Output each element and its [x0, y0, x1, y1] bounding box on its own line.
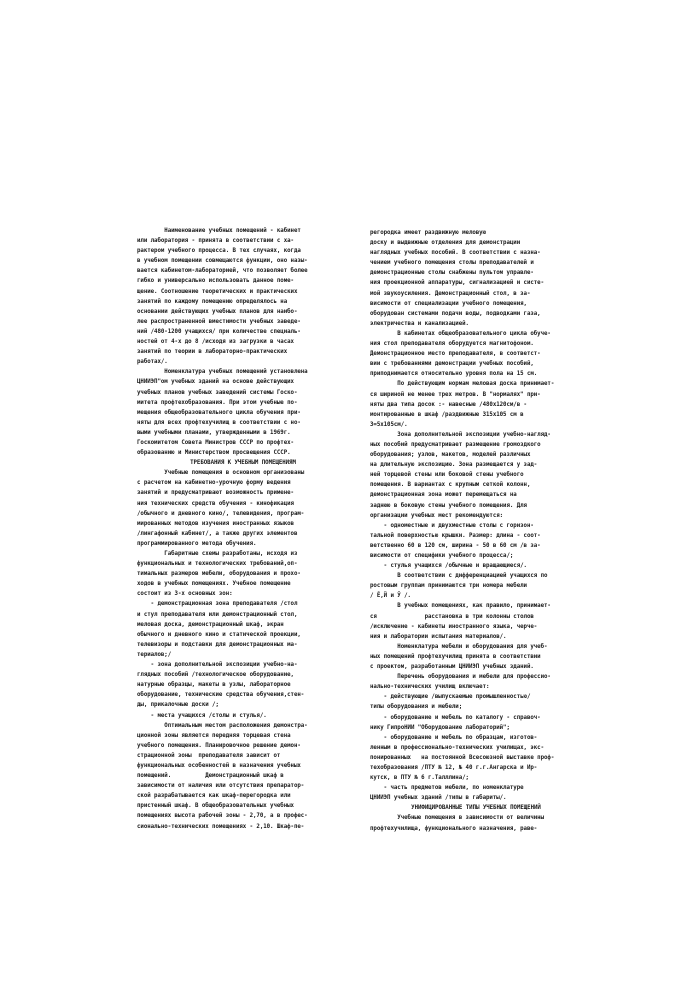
right-column-text-line: демонстрационная зона может перемещаться на	[370, 492, 517, 499]
left-column-text-line: ской разрабатывается как шкаф-перегородка или	[137, 793, 291, 800]
left-column-text-line: и стул преподавателя или демонстрационный стол,	[137, 611, 298, 618]
right-column-text-line: с проектом, разработанным ЦНИИЭП учебных зданий.	[370, 664, 534, 671]
left-column-text-line: ционной зоны является передняя торцевая стена	[137, 732, 291, 739]
right-column-text-line: регородка имеет раздвижную меловую	[370, 230, 487, 236]
left-column-text-line: обычного и дневного кино и статической проекции,	[137, 631, 301, 638]
left-column-text-line: Учебные помещения в основном организованы	[137, 470, 305, 477]
left-column-text-line: териалов;/	[137, 651, 172, 658]
left-column-text-line: ЦНИИЭП"ом учебных зданий на основе действующих	[137, 379, 294, 386]
right-column-text-line: В соответствии с дифференциацией учащихся по	[370, 573, 548, 580]
left-column-text-line: Габаритные схемы разработаны, исходя из	[137, 551, 298, 557]
right-column-text-line: профтехучилища, функционального назначения, раве-	[370, 825, 538, 832]
right-column-text-line: нику ГипроНИИ "Оборудование лабораторий";	[370, 724, 510, 731]
right-text-column	[370, 228, 582, 834]
right-column-text-line: помещения. В вариантах с крупным сеткой колонн,	[370, 482, 531, 489]
right-column-text-line: ленным в профессионально-технических училищах, экс-	[370, 744, 545, 751]
right-column-text-line: Учебные помещения в зависимости от величины	[370, 815, 545, 822]
left-column-text-line: ды, прикалочные доски /;	[137, 702, 219, 709]
right-column-text-line: ных помещений профтехучилищ принята в соответствии	[370, 653, 541, 660]
left-column-text-line: или лаборатория - принята в соответствии с ха-	[137, 238, 294, 245]
left-column-text-line: основании действующих учебных планов для наибо-	[137, 308, 298, 315]
right-column-text-line: приподнимается относительно уровня пола на 15 см.	[370, 371, 538, 378]
right-column-text-line: В кабинетах общеобразовательного цикла обуче-	[370, 330, 551, 337]
left-column-text-line: в учебном помещении совмещаются функции, оно назы-	[137, 258, 308, 265]
left-column-text-line: /лингафонный кабинет/, а также других элементов	[137, 530, 298, 537]
left-column-text-line: помещениях высота рабочей зоны - 2,70, а в профес-	[137, 813, 308, 820]
left-column-text-line: Номенклатура учебных помещений установлена	[137, 369, 308, 376]
left-column-text-line: ний /480-1200 учащихся/ при количестве специаль-	[137, 328, 301, 335]
left-text-column	[137, 226, 349, 832]
left-column-text-line: функциональных особенностей в назначения учебных	[137, 762, 301, 769]
right-column-text-line: оборудован системами подачи воды, подводками газа,	[370, 310, 541, 317]
left-column-text-line: функциональных и технологических требований,оп-	[137, 561, 298, 568]
right-column-text-line: доску и выдвижные отделения для демонстрации	[370, 240, 521, 247]
left-column-text-line: занятий и предусматривают возможность примене-	[137, 490, 294, 497]
left-column-text-line: занятий по теории в лабораторно-практических	[137, 349, 288, 356]
right-column-text-line: - одноместные и двухместные столы с горизон-	[370, 522, 534, 529]
right-column-text-line: /исключение - кабинеты иностранного языка, черче-	[370, 623, 538, 630]
right-column-text-line: ней торцевой стены или боковой стены учебного	[370, 472, 524, 479]
right-column-text-line: По действующим нормам меловая доска принимает-	[370, 381, 555, 388]
right-column-text-line: ветственно 60 в 120 см, ширина - 50 в 60 см /в за-	[370, 542, 541, 549]
right-column-text-line: наглядных учебных пособий. В соответствии с назна-	[370, 250, 541, 257]
right-column-text-line: электричества и канализацией.	[370, 320, 469, 327]
left-column-text-line: сионально-технических помещениях - 2,10. Шкаф-пе-	[137, 823, 305, 830]
left-column-text-line: гибко и универсально использовать данное поме-	[137, 278, 294, 285]
right-column-text-line: висимости от специализации учебного помещения,	[370, 300, 527, 307]
left-column-text-line: няты для всех профтехучилищ в соответствии с но-	[137, 419, 301, 426]
left-column-text-line: телевизоры и подставки для демонстрационных ма-	[137, 641, 298, 648]
left-column-text-line: образованию и Министерством просвещения СССР.	[137, 450, 291, 457]
right-column-text-line: на длительную экспозицию. Зона размещается у зад-	[370, 462, 538, 469]
right-column-text-line: / Ӗ,Ӥ и Ӱ /.	[370, 593, 411, 600]
right-column-text-line: - оборудование и мебель по каталогу - справоч-	[370, 714, 541, 721]
right-column-text-line: Номенклатура мебели и оборудования для учеб-	[370, 643, 548, 650]
right-column-text-line: организации учебных мест рекомендуются:	[370, 512, 504, 519]
left-column-text-line: состоит из 3-х основных зон:	[137, 591, 233, 598]
left-column-text-line: тимальных размеров мебели, оборудования и прохо-	[137, 571, 301, 578]
right-column-text-line: типы оборудования и мебели;	[370, 704, 463, 711]
section-heading: УНИФИЦИРОВАННЫЕ ТИПЫ УЧЕБНЫХ ПОМЕЩЕНИЙ	[411, 805, 541, 812]
left-column-text-line: митета профтехобразования. При этом учебные по-	[137, 399, 298, 406]
left-column-text-line: зависимости от наличия или отсутствия препаратор-	[137, 783, 305, 790]
right-column-text-line: няты два типа досок :- навесные /480х120см/в -	[370, 401, 527, 408]
left-column-text-line: ния технических средств обучения - кинофикация	[137, 500, 294, 507]
left-column-text-line: мированных методов изучения иностранных языков	[137, 520, 294, 527]
right-column-text-line: ных пособий предусматривает размещение громоздкого	[370, 441, 541, 448]
right-column-text-line: оборудования; узлов, макетов, моделей различных	[370, 452, 531, 459]
right-column-text-line: мой звукоусиления. Демонстрационный стол, в за-	[370, 290, 531, 297]
right-column-text-line: - часть предметов мебели, по номенклатуре	[370, 785, 524, 792]
right-column-text-line: ЦНИИЭП учебных зданий /типы в габариты/.	[370, 795, 507, 802]
left-column-text-line: рактером учебного процесса. В тех случаях, когда	[137, 248, 301, 255]
left-column-text-line: ходов в учебных помещениях. Учебное помещение	[137, 581, 291, 588]
left-column-text-line: учебного помещения. Планировочное решение демон-	[137, 742, 301, 749]
left-column-text-line: Госкомитетом Совета Министров СССР по профтех-	[137, 439, 294, 446]
left-column-text-line: - демонстрационная зона преподавателя /стол	[137, 601, 298, 608]
right-column-text-line: чением учебного помещения столы преподавателей и	[370, 260, 534, 267]
left-column-text-line: с расчетом на кабинетно-урочную форму ведения	[137, 480, 291, 487]
right-column-text-line: 3=5х105см/.	[370, 421, 408, 428]
right-column-text-line: ния проекционной аппаратуры, сигнализацией и систе-	[370, 280, 545, 287]
left-column-text-line: пристенный шкаф. В общеобразовательных учебных	[137, 803, 294, 810]
left-column-text-line: лее распространенной вместимости учебных заведе-	[137, 318, 301, 325]
right-column-text-line: ния стол преподавателя оборудуется магнитофоном.	[370, 341, 534, 348]
left-column-text-line: программированного метода обучения.	[137, 540, 257, 547]
right-column-text-line: монтированные в шкаф /раздвижные 315х105 см в	[370, 411, 524, 418]
left-column-text-line: меловая доска, демонстрационный шкаф, экран	[137, 621, 284, 628]
right-column-text-line: Перечень оборудования и мебели для профессио-	[370, 674, 551, 681]
right-column-text-line: вии с требованиями демонстрации учебных пособий,	[370, 361, 534, 368]
right-column-text-line: В учебных помещениях, как правило, принимает-	[370, 603, 551, 610]
left-column-text-line: Наименование учебных помещений - кабинет	[137, 228, 301, 234]
left-column-text-line: страционной зоны преподавателя зависит от	[137, 752, 281, 759]
left-column-text-line: оборудование, технические средства обучения,стен-	[137, 692, 305, 699]
right-column-text-line: ростовым группам принимаются три номера мебели	[370, 583, 527, 590]
right-column-text-line: ся шириной не менее трех метров. В "нормалях" при-	[370, 391, 541, 398]
left-column-text-line: Оптимальным местом расположения демонстра-	[137, 722, 308, 729]
right-column-text-line: понированных на постоянной Всесоюзной выставке проф-	[370, 754, 555, 761]
right-column-text-line: - оборудование и мебель по образцам, изготов-	[370, 734, 538, 741]
right-column-text-line: ся расстановка в три колонны столов	[370, 613, 534, 620]
left-column-text-line: работах/.	[137, 359, 168, 366]
left-column-text-line: глядных пособий /технологическое оборудование,	[137, 672, 294, 679]
left-column-text-line: щение. Соотношение теоретических и практических	[137, 288, 298, 295]
left-column-text-line: ностей от 4-х до 8 /исходя из загрузки в часах	[137, 339, 294, 346]
left-column-text-line: учебных планов учебных заведений системы Госко-	[137, 389, 298, 396]
right-column-text-line: Демонстрационное место преподавателя, в соответст-	[370, 351, 541, 358]
left-column-text-line: вается кабинетом-лабораторией, что позволяет более	[137, 268, 308, 275]
left-column-text-line: /обычного и дневного кино/, телевидения, програм-	[137, 510, 305, 517]
right-column-text-line: - действующие /выпускаемые промышленностью/	[370, 694, 531, 701]
left-column-text-line: - места учащихся /столы и стулья/.	[137, 712, 267, 719]
right-column-text-line: Зона дополнительной экспозиции учебно-нагляд-	[370, 431, 551, 438]
right-column-text-line: техобразования /ПТУ № 12, № 40 г.г.Ангарска и Ир-	[370, 764, 538, 771]
right-column-text-line: демонстрационные столы снабжены пультом управле-	[370, 270, 534, 277]
right-column-text-line: нально-технических училищ включает:	[370, 684, 490, 691]
left-column-text-line: занятий по каждому помещению определялось на	[137, 298, 288, 305]
left-column-text-line: натурные образцы, макеты в узлы, лабораторное	[137, 682, 291, 689]
section-heading: ТРЕБОВАНИЯ К УЧЕБНЫМ ПОМЕЩЕНИЯМ	[190, 460, 296, 467]
left-column-text-line: выми учебными планами, утвержденными в 1969г.	[137, 429, 291, 436]
left-column-text-line: мещения общеобразовательного цикла обучения при-	[137, 409, 301, 416]
left-column-text-line: - зона дополнительной экспозиции учебно-на-	[137, 662, 298, 669]
left-column-text-line: помещений. Демонстрационный шкаф в	[137, 773, 284, 780]
right-column-text-line: висимости от специфики учебного процесса/;	[370, 553, 514, 559]
right-column-text-line: ния и лаборатории испытания материалов/.	[370, 633, 507, 640]
right-column-text-line: кутск, в ПТУ № 6 г.Талллина/;	[370, 775, 469, 782]
right-column-text-line: тальной поверхностью крышки. Размер: длина - соот-	[370, 532, 541, 539]
right-column-text-line: заднюю в боковую стены учебного помещения. Для	[370, 502, 527, 509]
right-column-text-line: - стулья учащихся /обычные и вращающиеся/.	[370, 563, 527, 570]
